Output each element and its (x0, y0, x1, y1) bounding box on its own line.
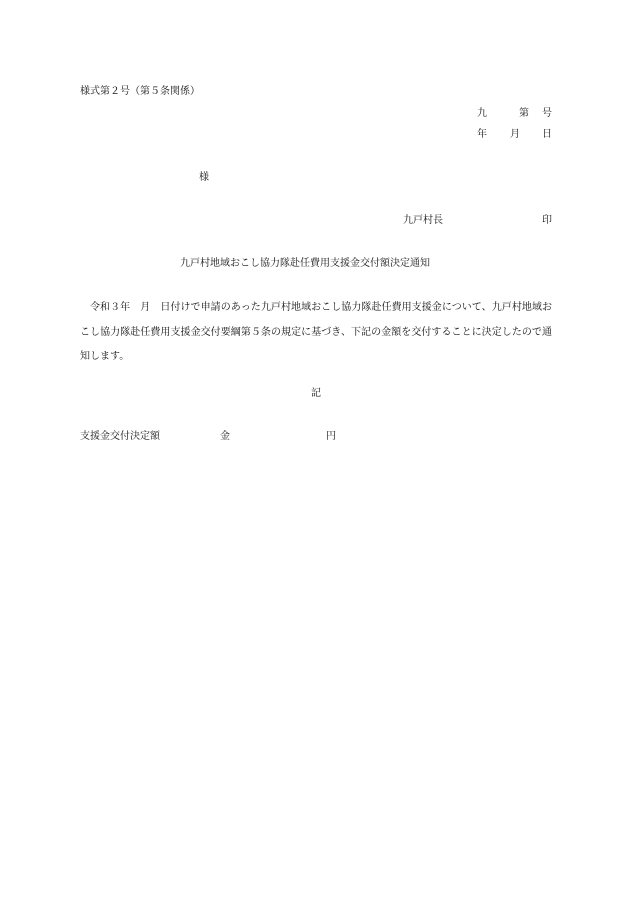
amount-label: 支援金交付決定額 (80, 431, 160, 442)
recipient-suffix: 様 (199, 172, 209, 183)
form-number: 様式第２号（第５条関係） (80, 86, 200, 97)
body-paragraph: 令和３年 月 日付けで申請のあった九戸村地域おこし協力隊赴任費用支援金について、九戸村地域おこし協力隊赴任費用支援金交付要綱第５条の規定に基づき、下記の金額を交付することに決定したので通知します。 (80, 302, 552, 362)
date-month: 月 (510, 129, 520, 140)
amount-yen: 円 (326, 431, 336, 442)
doc-number-dai: 第 (519, 108, 529, 119)
date-year: 年 (477, 129, 487, 140)
issuer-title: 九戸村長 (403, 215, 443, 226)
document-title: 九戸村地域おこし協力隊赴任費用支援金交付額決定通知 (180, 258, 430, 269)
doc-number-prefix: 九 (477, 108, 487, 119)
amount-kin: 金 (220, 431, 230, 442)
seal-mark: 印 (542, 215, 552, 226)
date-day: 日 (542, 129, 552, 140)
doc-number-go: 号 (542, 108, 552, 119)
ki-heading: 記 (311, 388, 321, 399)
